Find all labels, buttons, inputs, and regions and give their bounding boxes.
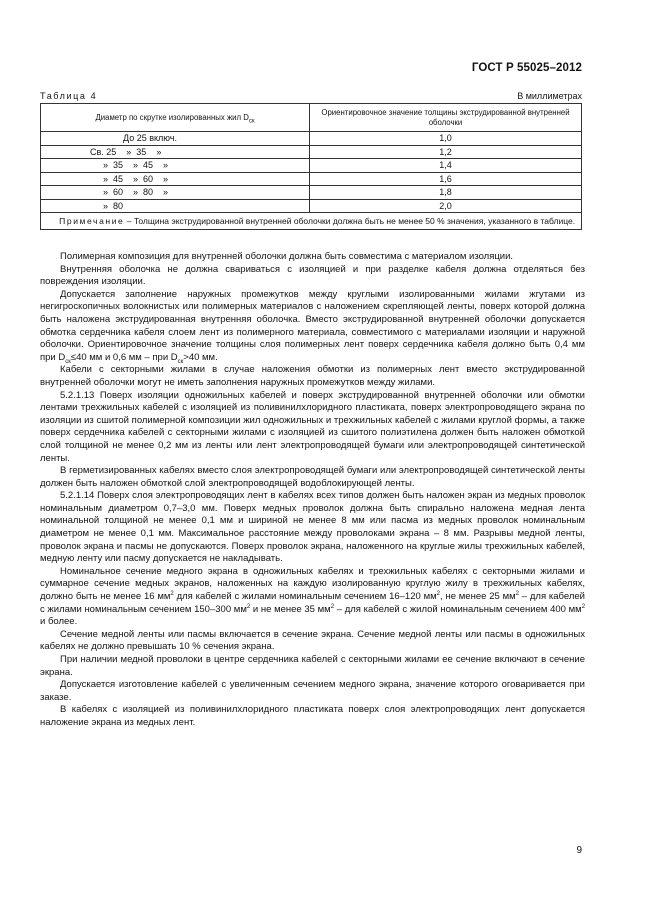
diameter-cell: » 35 » 45 » — [41, 159, 310, 173]
thickness-cell: 1,6 — [310, 172, 582, 186]
thickness-cell: 2,0 — [310, 199, 582, 213]
table-row — [41, 172, 582, 186]
table-caption: Таблица 4 — [40, 91, 98, 101]
paragraph: Допускается изготовление кабелей с увеличенным сечением медного экрана, значение которого оговаривается при заказе. — [40, 679, 585, 703]
table-note — [41, 213, 582, 230]
paragraph: Кабели с секторными жилами в случае наложения обмотки из полимерных лент вместо экструдированной внутренней оболочки могут не иметь заполнения наружных промежутков между жилами. — [40, 364, 585, 388]
table-note-row — [41, 213, 582, 230]
table-heading-row — [40, 91, 582, 101]
table-row — [41, 159, 582, 173]
thickness-cell: 1,0 — [310, 132, 582, 146]
col-thickness-header: Ориентировочное значение толщины экструдированной внутренней оболочки — [310, 104, 582, 132]
thickness-cell: 1,2 — [310, 145, 582, 159]
standard-number: ГОСТ Р 55025–2012 — [471, 62, 582, 74]
thickness-cell: 1,4 — [310, 159, 582, 173]
table-units: В миллиметрах — [517, 91, 582, 101]
table-row — [41, 132, 582, 146]
paragraph: Внутренняя оболочка не должна свариваться с изоляцией и при разделке кабеля должна отделяться без повреждения изоляции. — [40, 263, 585, 288]
thickness-table — [40, 103, 582, 230]
paragraph: В кабелях с изоляцией из поливинилхлоридного пластиката поверх слоя электропроводящих лент допускается наложение экрана из медных лент. — [40, 704, 585, 728]
table-row — [41, 199, 582, 213]
paragraph: В герметизированных кабелях вместо слоя электропроводящей бумаги или электропроводящей синтетической ленты должен быть наложен обмоткой слой электропроводящей водоблокирующей ленты. — [40, 465, 585, 489]
table-header-row — [41, 104, 582, 132]
table-row — [41, 186, 582, 200]
paragraph: Полимерная композиция для внутренней оболочки должна быть совместима с материалом изоляции. — [60, 251, 514, 262]
paragraph: 5.2.1.13 Поверх изоляции одножильных кабелей и поверх экструдированной внутренней оболочки или обмотки лентами трехжильных кабелей с изоляцией из поливинилхлоридного пластиката, поверх электропроводящего экрана по изоляции из сшитой полимерной композиции жил одножильных и трехжильных кабелей с жилами круглой формы, а также поверх сердечника кабелей с секторными жилами с изоляцией из сшитого полиэтилена должен быть наложен обмоткой слой толщиной не менее 0,2 мм из ленты или лент электропроводящей бумаги или электропроводящей синтетической ленты. — [40, 389, 585, 464]
diameter-cell: » 80 — [41, 199, 310, 213]
paragraph: При наличии медной проволоки в центре сердечника кабелей с секторными жилами ее сечение включают в сечение экрана. — [40, 654, 585, 678]
paragraph: 5.2.1.14 Поверх слоя электропроводящих лент в кабелях всех типов должен быть наложен экран из медных проволок номинальным диаметром 0,7–3,0 мм. Поверх медных проволок должна быть спирально наложена медная лента номинальной толщиной не менее 0,1 мм и шириной не менее 8 мм или пасма из медных проволок номинальным диаметром не менее 0,1 мм. Максимальное расстояние между проволоками экрана – 8 мм. Разрывы медной ленты, проволок экрана и пасмы не допускаются. Поверх проволок экрана, наложенного на круглые жилы трехжильных кабелей, медную ленту или пасму допускается не накладывать. — [40, 490, 585, 565]
diameter-cell: » 45 » 60 » — [41, 172, 310, 186]
paragraph: Допускается заполнение наружных промежутков между круглыми изолированными жилами жгутами из негигроскопичных волокнистых или полимерных материалов с наложением скрепляющей ленты, поверх которой должна быть наложена экструдированная внутренняя оболочка. Вместо экструдированной внутренней оболочки допускается обмотка сердечника кабеля слоем лент из полимерного материала, совместимого с материалами изоляции и наружной оболочки. Ориентировочное значение толщины слоя полимерных лент поверх сердечника кабеля должно быть 0,4 мм при $D_{ск}\le 40$ мм и 0,6 мм – при $D_{ск}>40$ мм. — [40, 288, 585, 365]
diameter-cell: » 60 » 80 » — [41, 186, 310, 200]
paragraph: Номинальное сечение медного экрана в одножильных кабелях и трехжильных кабелях с секторными жилами и суммарное сечение медных экранов, наложенных на каждую изолированную круглую жилу в трехжильных кабелях, должно быть не менее 16 $мм^2$ для кабелей с жилами номинальным сечением 16–120 $мм^2$, не менее 25 $мм^2$ – для кабелей с жилами номинальным сечением 150–300 $мм^2$ и не менее 35 $мм^2$ – для кабелей с жилой номинальным сечением 400 $мм^2$ и более. — [40, 565, 586, 628]
body-text — [40, 251, 585, 730]
table-row — [41, 145, 582, 159]
diameter-cell: До 25 включ. — [41, 132, 310, 146]
note-label: Примечание — [59, 216, 125, 226]
paragraph: Сечение медной ленты или пасмы включается в сечение экрана. Сечение медной ленты или пасмы в одножильных кабелях не должно превышать 10 % сечения экрана. — [40, 628, 585, 653]
note-text: – Толщина экструдированной внутренней оболочки должна быть не менее 50 % значения, указанного в таблице. — [124, 216, 576, 226]
diameter-cell: Св. 25 » 35 » — [41, 145, 310, 159]
col-diameter-header: Диаметр по скрутке изолированных жил $D_{ск}$ — [41, 104, 310, 132]
thickness-cell: 1,8 — [310, 186, 582, 200]
page-number: 9 — [576, 845, 582, 856]
